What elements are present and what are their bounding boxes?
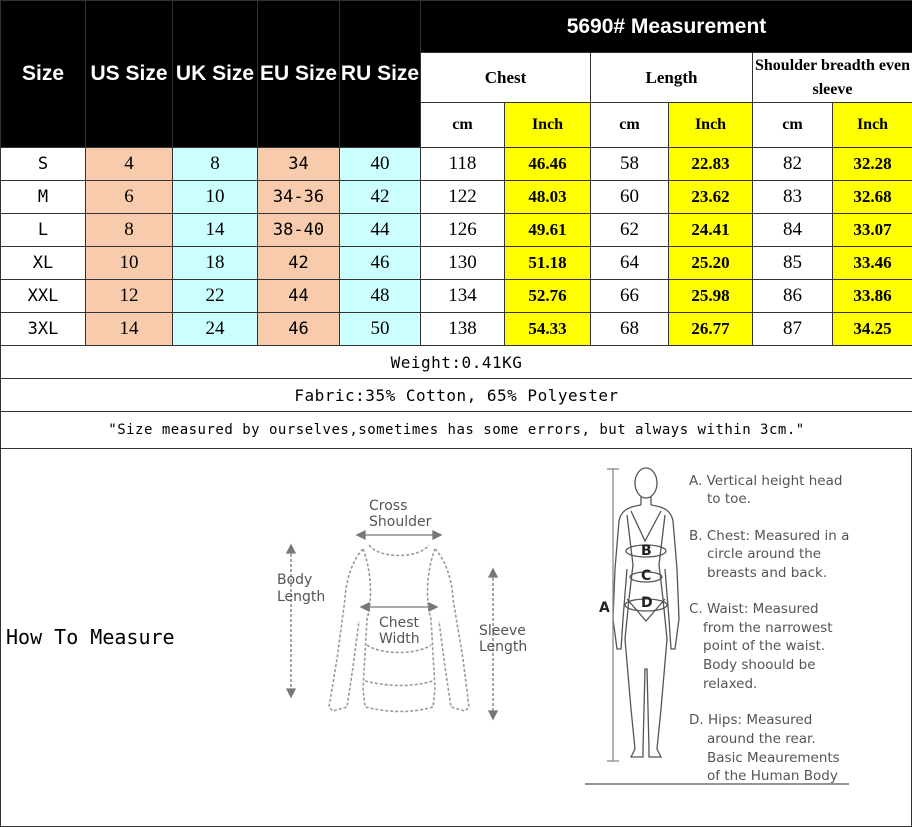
instruction-b: circle around the xyxy=(707,546,822,562)
instruction-c: point of the waist. xyxy=(703,638,826,654)
instruction-d: D. Hips: Measured xyxy=(689,712,813,728)
unit-cm: cm xyxy=(753,103,833,148)
body-letter-b: B xyxy=(641,543,652,559)
eu-size-cell: 38-40 xyxy=(258,214,340,247)
table-row xyxy=(1,313,912,346)
body-length-label: Body xyxy=(277,572,313,588)
length-inch-cell: 25.98 xyxy=(669,280,753,313)
header-uk-size: UK Size xyxy=(173,1,258,148)
shoulder-cm-cell: 83 xyxy=(753,181,833,214)
measure-diagrams xyxy=(1,449,911,826)
us-size-cell: 14 xyxy=(86,313,173,346)
eu-size-cell: 34 xyxy=(258,148,340,181)
header-us-size: US Size xyxy=(86,1,173,148)
length-cm-cell: 60 xyxy=(591,181,669,214)
unit-cm: cm xyxy=(591,103,669,148)
uk-size-cell: 22 xyxy=(173,280,258,313)
cross-shoulder-label: Cross xyxy=(369,498,408,514)
table-row xyxy=(1,280,912,313)
shoulder-cm-cell: 87 xyxy=(753,313,833,346)
unit-inch: Inch xyxy=(505,103,591,148)
shoulder-cm-cell: 82 xyxy=(753,148,833,181)
table-row xyxy=(1,181,912,214)
chest-cm-cell: 134 xyxy=(421,280,505,313)
chest-cm-cell: 138 xyxy=(421,313,505,346)
size-cell: XXL xyxy=(1,280,86,313)
sleeve-length-label: Length xyxy=(479,639,528,655)
length-inch-cell: 26.77 xyxy=(669,313,753,346)
chest-width-label: Width xyxy=(379,631,420,647)
uk-size-cell: 14 xyxy=(173,214,258,247)
table-row xyxy=(1,148,912,181)
instruction-c: C. Waist: Measured xyxy=(689,601,819,617)
length-inch-cell: 23.62 xyxy=(669,181,753,214)
length-inch-cell: 22.83 xyxy=(669,148,753,181)
length-inch-cell: 24.41 xyxy=(669,214,753,247)
shoulder-inch-cell: 32.28 xyxy=(833,148,912,181)
ru-size-cell: 50 xyxy=(340,313,421,346)
us-size-cell: 6 xyxy=(86,181,173,214)
how-to-measure-section xyxy=(0,448,912,827)
instruction-b: B. Chest: Measured in a xyxy=(689,528,850,544)
eu-size-cell: 44 xyxy=(258,280,340,313)
uk-size-cell: 18 xyxy=(173,247,258,280)
chest-inch-cell: 48.03 xyxy=(505,181,591,214)
unit-inch: Inch xyxy=(669,103,753,148)
us-size-cell: 4 xyxy=(86,148,173,181)
ru-size-cell: 42 xyxy=(340,181,421,214)
length-cm-cell: 64 xyxy=(591,247,669,280)
size-cell: S xyxy=(1,148,86,181)
unit-inch: Inch xyxy=(833,103,912,148)
length-cm-cell: 58 xyxy=(591,148,669,181)
shoulder-cm-cell: 86 xyxy=(753,280,833,313)
table-row xyxy=(1,247,912,280)
length-inch-cell: 25.20 xyxy=(669,247,753,280)
chest-inch-cell: 46.46 xyxy=(505,148,591,181)
length-cm-cell: 68 xyxy=(591,313,669,346)
instruction-b: breasts and back. xyxy=(707,565,828,581)
us-size-cell: 10 xyxy=(86,247,173,280)
body-length-label: Length xyxy=(277,589,326,605)
eu-size-cell: 34-36 xyxy=(258,181,340,214)
instruction-c: from the narrowest xyxy=(703,620,833,636)
shoulder-inch-cell: 33.07 xyxy=(833,214,912,247)
size-cell: L xyxy=(1,214,86,247)
instruction-a: A. Vertical height head xyxy=(689,473,843,489)
size-cell: XL xyxy=(1,247,86,280)
chest-inch-cell: 52.76 xyxy=(505,280,591,313)
body-letter-d: D xyxy=(641,595,653,611)
chest-cm-cell: 118 xyxy=(421,148,505,181)
shoulder-inch-cell: 33.46 xyxy=(833,247,912,280)
weight-note: Weight:0.41KG xyxy=(1,346,912,379)
unit-cm: cm xyxy=(421,103,505,148)
body-letter-c: C xyxy=(641,568,652,584)
chest-cm-cell: 126 xyxy=(421,214,505,247)
body-letter-a: A xyxy=(599,600,610,616)
chest-inch-cell: 51.18 xyxy=(505,247,591,280)
table-row xyxy=(1,214,912,247)
size-cell: 3XL xyxy=(1,313,86,346)
uk-size-cell: 8 xyxy=(173,148,258,181)
shoulder-inch-cell: 34.25 xyxy=(833,313,912,346)
chest-cm-cell: 122 xyxy=(421,181,505,214)
instruction-c: Body shoould be xyxy=(703,657,816,673)
us-size-cell: 12 xyxy=(86,280,173,313)
shoulder-cm-cell: 85 xyxy=(753,247,833,280)
instruction-d: Basic Meaurements xyxy=(707,750,840,766)
header-shoulder: Shoulder breadth even sleeve xyxy=(753,53,912,103)
sleeve-length-label: Sleeve xyxy=(479,623,526,639)
shoulder-inch-cell: 32.68 xyxy=(833,181,912,214)
instruction-a: to toe. xyxy=(707,491,751,507)
header-chest: Chest xyxy=(421,53,591,103)
cross-shoulder-label: Shoulder xyxy=(369,514,432,530)
length-cm-cell: 62 xyxy=(591,214,669,247)
instruction-d: of the Human Body xyxy=(707,768,838,784)
header-length: Length xyxy=(591,53,753,103)
uk-size-cell: 10 xyxy=(173,181,258,214)
how-to-measure-title: How To Measure xyxy=(6,625,175,649)
size-cell: M xyxy=(1,181,86,214)
instruction-d: around the rear. xyxy=(707,731,816,747)
ru-size-cell: 46 xyxy=(340,247,421,280)
ru-size-cell: 40 xyxy=(340,148,421,181)
length-cm-cell: 66 xyxy=(591,280,669,313)
eu-size-cell: 42 xyxy=(258,247,340,280)
header-size: Size xyxy=(1,1,86,148)
header-eu-size: EU Size xyxy=(258,1,340,148)
header-ru-size: RU Size xyxy=(340,1,421,148)
chest-inch-cell: 49.61 xyxy=(505,214,591,247)
measure-instructions xyxy=(689,473,849,784)
shoulder-cm-cell: 84 xyxy=(753,214,833,247)
ru-size-cell: 44 xyxy=(340,214,421,247)
ru-size-cell: 48 xyxy=(340,280,421,313)
chest-inch-cell: 54.33 xyxy=(505,313,591,346)
uk-size-cell: 24 xyxy=(173,313,258,346)
us-size-cell: 8 xyxy=(86,214,173,247)
eu-size-cell: 46 xyxy=(258,313,340,346)
shoulder-inch-cell: 33.86 xyxy=(833,280,912,313)
chest-width-label: Chest xyxy=(379,615,420,631)
chest-cm-cell: 130 xyxy=(421,247,505,280)
instruction-c: relaxed. xyxy=(703,676,758,692)
disclaimer-note: "Size measured by ourselves,sometimes has some errors, but always within 3cm." xyxy=(1,412,912,449)
fabric-note: Fabric:35% Cotton, 65% Polyester xyxy=(1,379,912,412)
header-measurement-title: 5690# Measurement xyxy=(421,1,912,53)
